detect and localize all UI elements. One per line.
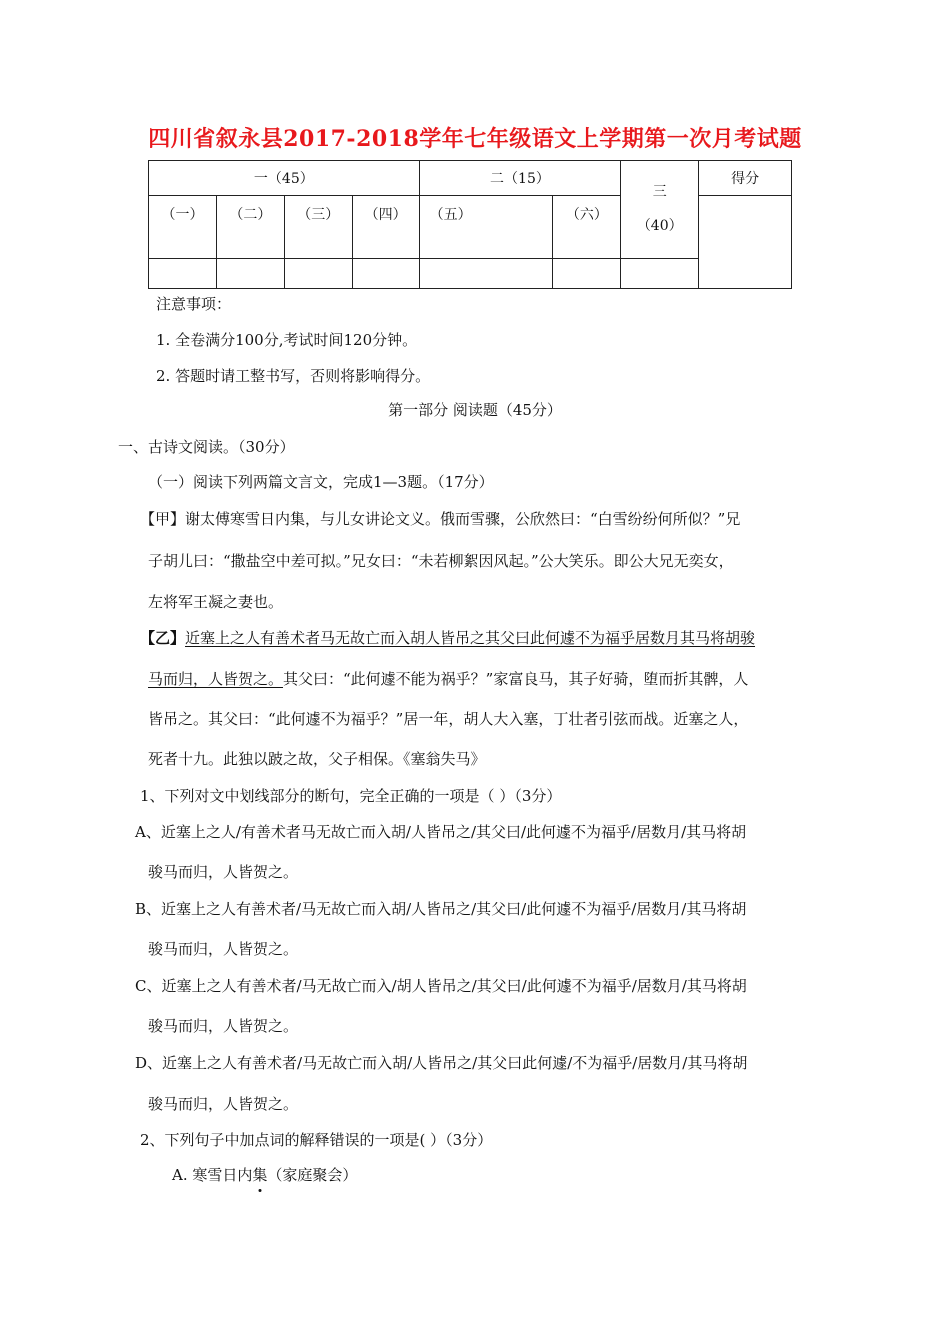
option-c-cont: 骏马而归，人皆贺之。: [148, 1017, 299, 1035]
option-b: B、近塞上之人有善术者/马无故亡而入胡/人皆吊之/其父曰/此何遽不为福乎/居数月/其马将胡: [135, 900, 747, 918]
score-sub-5: （五）: [419, 196, 553, 258]
score-sub-1: （一）: [149, 196, 217, 258]
passage-yi-line: 皆吊之。其父曰：“此何遽不为福乎？”居一年，胡人大入塞，丁壮者引弦而战。近塞之人，: [148, 710, 749, 728]
score-cell: [553, 258, 621, 288]
section-3-label: 三: [652, 184, 667, 201]
question-1-stem: 1、下列对文中划线部分的断句，完全正确的一项是（ ）（3分）: [140, 787, 562, 805]
score-table: [148, 160, 792, 289]
option-b-cont: 骏马而归，人皆贺之。: [148, 940, 299, 958]
option-c: C、近塞上之人有善术者/马无故亡而入/胡人皆吊之/其父曰/此何遽不为福乎/居数月/其马将胡: [135, 977, 747, 995]
score-group-1: 一（45）: [149, 161, 420, 196]
score-sub-6: （六）: [553, 196, 621, 258]
score-cell: [352, 258, 419, 288]
score-sub-3: （三）: [284, 196, 352, 258]
note-item-2: 2. 答题时请工整书写，否则将影响得分。: [156, 367, 431, 385]
score-sub-2: （二）: [216, 196, 284, 258]
passage-yi-line: [148, 669, 748, 689]
passage-yi-line: 死者十九。此独以跛之故，父子相保。《塞翁失马》: [148, 750, 486, 768]
underlined-text: 近塞上之人有善术者马无故亡而入胡人皆吊之其父曰此何遽不为福乎居数月其马将胡骏: [185, 629, 756, 647]
score-cell: [216, 258, 284, 288]
subsection-heading: （一）阅读下列两篇文言文，完成1—3题。（17分）: [148, 473, 494, 491]
option-text: A. 寒雪日内: [172, 1166, 253, 1184]
option-d-cont: 骏马而归，人皆贺之。: [148, 1095, 299, 1113]
section-heading: 一、古诗文阅读。（30分）: [118, 438, 295, 456]
option-gloss: （家庭聚会）: [267, 1166, 358, 1184]
score-sub-4: （四）: [352, 196, 419, 258]
passage-jia-line: 【甲】谢太傅寒雪日内集，与儿女讲论文义。俄而雪骤，公欣然曰：“白雪纷纷何所似？”兄: [140, 510, 741, 528]
section-3-score: （40）: [636, 218, 683, 235]
passage-yi-line: [140, 628, 755, 648]
total-score-cell: [699, 196, 792, 289]
part-heading: 第一部分 阅读题（45分）: [388, 401, 562, 419]
score-cell: [621, 258, 699, 288]
passage-yi-label: 【乙】: [140, 629, 186, 647]
underlined-text: 马而归，人皆贺之。: [148, 670, 284, 688]
score-group-2: 二（15）: [419, 161, 621, 196]
passage-text: 其父曰：“此何遽不能为祸乎？”家富良马，其子好骑，堕而折其髀，人: [283, 670, 749, 688]
score-cell: [419, 258, 553, 288]
notes-heading: 注意事项：: [156, 295, 232, 313]
exam-title: 四川省叙永县2017-2018学年七年级语文上学期第一次月考试题: [148, 126, 802, 152]
question-2-stem: 2、下列句子中加点词的解释错误的一项是( ）（3分）: [140, 1131, 493, 1149]
passage-jia-line: 左将军王凝之妻也。: [148, 593, 284, 611]
dotted-word: 集: [252, 1166, 268, 1184]
score-cell: [149, 258, 217, 288]
passage-jia-line: 子胡儿曰：“撒盐空中差可拟。”兄女曰：“未若柳絮因风起。”公大笑乐。即公大兄无奕女，: [148, 552, 734, 570]
total-score-label: 得分: [699, 161, 792, 196]
score-section-3: [621, 161, 699, 259]
note-item-1: 1. 全卷满分100分,考试时间120分钟。: [156, 331, 418, 349]
option-d: D、近塞上之人有善术者/马无故亡而入胡/人皆吊之/其父曰此何遽/不为福乎/居数月/其马将胡: [135, 1054, 748, 1072]
q2-option-a: [172, 1165, 357, 1185]
option-a: A、近塞上之人/有善术者马无故亡而入胡/人皆吊之/其父曰/此何遽不为福乎/居数月/其马将胡: [135, 823, 747, 841]
option-a-cont: 骏马而归，人皆贺之。: [148, 863, 299, 881]
score-cell: [284, 258, 352, 288]
